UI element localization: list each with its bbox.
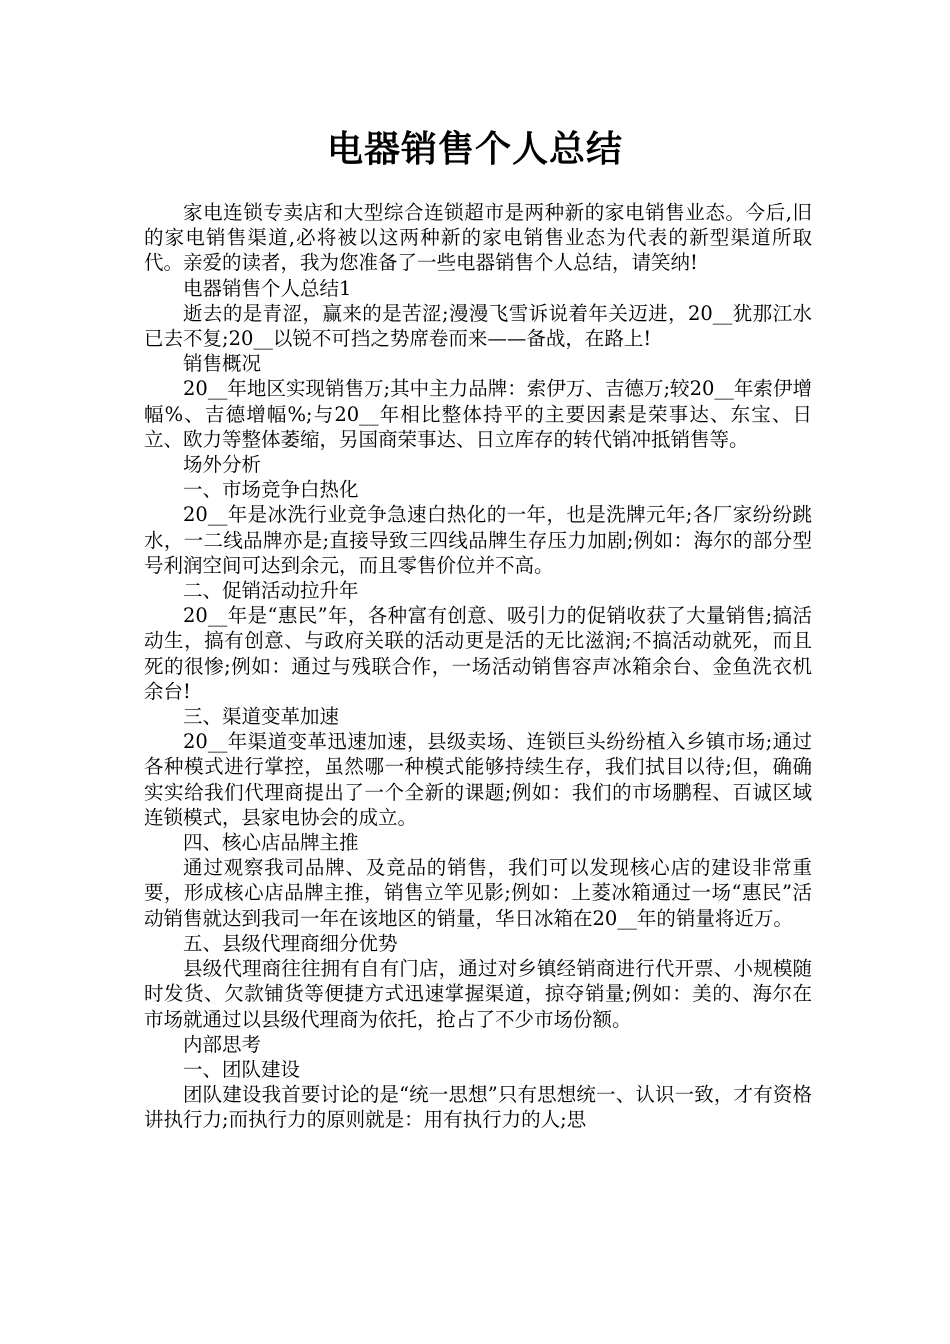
section-heading: 内部思考: [183, 1032, 262, 1056]
subsection-heading: 一、团队建设: [183, 1057, 301, 1081]
paragraph: 20__年是冰洗行业竞争急速白热化的一年，也是洗牌元年;各厂家纷纷跳水，一二线品牌亦是;直接导致三四线品牌生存压力加剧;例如：海尔的部分型号利润空间可达到余元，而且零售价位并不高。: [144, 503, 812, 577]
section-heading: 销售概况: [183, 352, 262, 376]
section-heading: 电器销售个人总结1: [183, 276, 352, 300]
document-title: 电器销售个人总结: [326, 129, 623, 170]
paragraph: 20__年是“惠民”年，各种富有创意、吸引力的促销收获了大量销售;搞活动生，搞有创意、与政府关联的活动更是活的无比滋润;不搞活动就死，而且死的很惨;例如：通过与残联合作，一场活动销售容声冰箱余台、金鱼洗衣机余台!: [144, 604, 812, 703]
intro-paragraph: 家电连锁专卖店和大型综合连锁超市是两种新的家电销售业态。今后,旧的家电销售渠道,必将被以这两种新的家电销售业态为代表的新型渠道所取代。亲爱的读者，我为您准备了一些电器销售个人总结，请笑纳!: [144, 201, 812, 275]
subsection-heading: 五、县级代理商细分优势: [183, 931, 398, 955]
paragraph: 逝去的是青涩，赢来的是苦涩;漫漫飞雪诉说着年关迈进，20__犹那江水已去不复;20__以锐不可挡之势席卷而来——备战，在路上!: [144, 301, 812, 351]
subsection-heading: 二、促销活动拉升年: [183, 579, 359, 603]
section-heading: 场外分析: [183, 453, 262, 477]
paragraph: 团队建设我首要讨论的是“统一思想”只有思想统一、认识一致，才有资格讲执行力;而执行力的原则就是：用有执行力的人;思: [144, 1083, 812, 1132]
paragraph: 20__年地区实现销售万;其中主力品牌：索伊万、吉德万;较20__年索伊增幅%、吉德增幅%;与20__年相比整体持平的主要因素是荣事达、东宝、日立、欧力等整体萎缩，另国商荣事达、日立库存的转代销冲抵销售等。: [144, 377, 812, 451]
subsection-heading: 三、渠道变革加速: [183, 705, 340, 729]
document-body: [144, 200, 812, 1133]
paragraph: 通过观察我司品牌、及竞品的销售，我们可以发现核心店的建设非常重要，形成核心店品牌主推，销售立竿见影;例如：上菱冰箱通过一场“惠民”活动销售就达到我司一年在该地区的销量，华日冰箱在20__年的销量将近万。: [144, 856, 812, 930]
paragraph: 20__年渠道变革迅速加速，县级卖场、连锁巨头纷纷植入乡镇市场;通过各种模式进行掌控，虽然哪一种模式能够持续生存，我们拭目以待;但，确确实实给我们代理商提出了一个全新的课题;例如：我们的市场鹏程、百诚区域连锁模式，县家电协会的成立。: [144, 730, 812, 829]
subsection-heading: 四、核心店品牌主推: [183, 831, 359, 855]
subsection-heading: 一、市场竞争白热化: [183, 478, 359, 502]
paragraph: 县级代理商往往拥有自有门店，通过对乡镇经销商进行代开票、小规模随时发货、欠款铺货等便捷方式迅速掌握渠道，掠夺销量;例如：美的、海尔在市场就通过以县级代理商为依托，抢占了不少市场份额。: [144, 957, 812, 1031]
